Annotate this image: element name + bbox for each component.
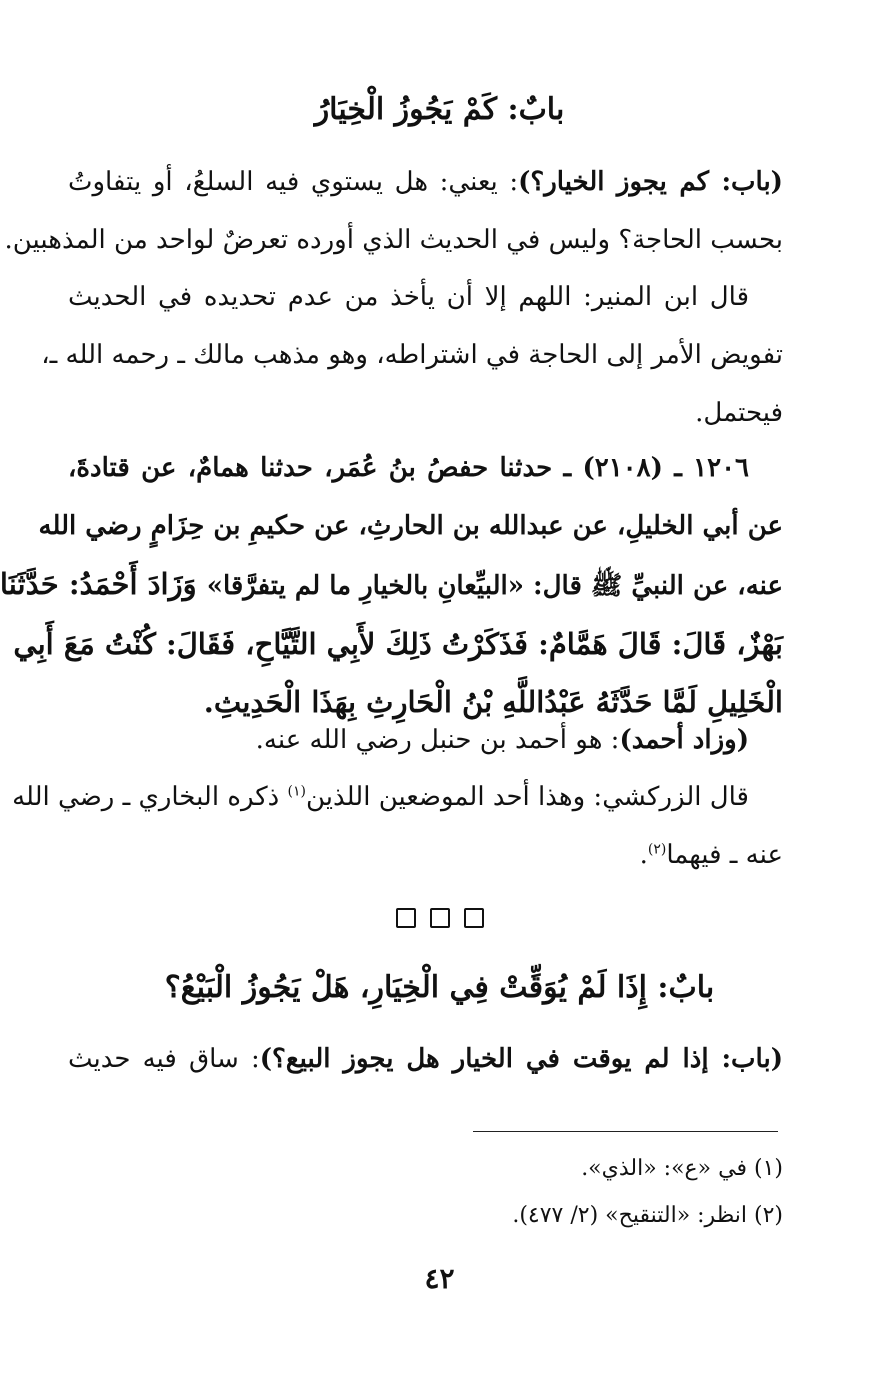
footnote-number: (١) (753, 1156, 783, 1181)
footnote-text: انظر: «التنقيح» (٢/ ٤٧٧). (512, 1203, 747, 1228)
hadith-line: عن أبي الخليلِ، عن عبدالله بن الحارثِ، عن حكيمِ بن حِزَامٍ رضي الله (38, 511, 783, 541)
paragraph-line: فيحتمل. (695, 398, 783, 428)
hadith-line (0, 555, 783, 615)
paragraph-line: تفويض الأمر إلى الحاجة في اشتراطه، وهو مذهب مالك ـ رحمه الله ـ، (41, 340, 783, 370)
commentary-text: . (639, 840, 648, 870)
bukhari-text-line: بَهْزٌ، قَالَ: قَالَ هَمَّامٌ: فَذَكَرْتُ ذَلِكَ لأَبِي التَّيَّاحِ، فَقَالَ: كُنْتُ مَعَ أَبِي (13, 627, 783, 661)
footnote (200, 1156, 783, 1182)
paragraph-line (68, 153, 783, 211)
footnote-divider (473, 1131, 778, 1132)
commentary-paragraph (12, 768, 783, 884)
footnote-marker[interactable]: (١) (287, 783, 306, 800)
separator-square-icon (430, 908, 450, 928)
separator-square-icon (464, 908, 484, 928)
chapter-reference: (باب: إذا لم يوقت في الخيار هل يجوز البيع؟) (259, 1044, 783, 1074)
chapter-heading: بابٌ: إِذَا لَمْ يُوَقِّتْ فِي الْخِيَارِ، هَلْ يَجُوزُ الْبَيْعُ؟ (164, 970, 715, 1005)
paragraph-line: قال ابن المنير: اللهم إلا أن يأخذ من عدم تحديده في الحديث (68, 282, 749, 312)
commentary-text: : ساق فيه حديث (68, 1044, 260, 1074)
hadith-quote: عنه، عن النبيِّ ﷺ قال: «البيِّعانِ بالخيارِ ما لم يتفرَّقا» (206, 571, 783, 601)
chapter-reference: (باب: كم يجوز الخيار؟) (518, 167, 783, 197)
paragraph-line (12, 768, 783, 826)
paragraph-line (68, 826, 783, 884)
paragraph-line (68, 711, 783, 769)
commentary-paragraph (4, 153, 783, 269)
commentary-paragraph (41, 268, 783, 442)
hadith-line: ١٢٠٦ ـ (٢١٠٨) ـ حدثنا حفصُ بنُ عُمَر، حدثنا همامٌ، عن قتادةَ، (68, 453, 749, 483)
commentary-text: قال الزركشي: وهذا أحد الموضعين اللذين (306, 782, 749, 812)
phrase-reference: (وزاد أحمد) (619, 725, 749, 755)
page-number: ٤٢ (424, 1262, 455, 1295)
bukhari-text-line: الْخَلِيلِ لَمَّا حَدَّثَهُ عَبْدُاللَّهِ بْنُ الْحَارِثِ بِهَذَا الْحَدِيثِ. (203, 685, 783, 719)
footnote-text: في «ع»: «الذي». (581, 1156, 747, 1181)
commentary-paragraph (68, 1030, 783, 1088)
footnote-marker[interactable]: (٢) (647, 841, 667, 858)
paragraph-line (68, 1030, 783, 1088)
commentary-paragraph (68, 711, 783, 769)
footnote-number: (٢) (753, 1203, 783, 1228)
separator-square-icon (396, 908, 416, 928)
section-separator (0, 908, 879, 932)
paragraph-line: بحسب الحاجة؟ وليس في الحديث الذي أورده تعرضٌ لواحد من المذهبين. (4, 225, 783, 255)
commentary-text: : هو أحمد بن حنبل رضي الله عنه. (255, 725, 620, 755)
footnote (200, 1203, 783, 1229)
commentary-text: عنه ـ فيهما (666, 840, 783, 870)
chapter-heading: بابٌ: كَمْ يَجُوزُ الْخِيَارُ (314, 92, 565, 127)
hadith-text (0, 439, 783, 731)
commentary-text: ذكره البخاري ـ رضي الله (12, 782, 288, 812)
commentary-text: : يعني: هل يستوي فيه السلعُ، أو يتفاوتُ (68, 167, 519, 197)
bukhari-text: وَزَادَ أَحْمَدُ: حَدَّثَنَا (0, 567, 207, 601)
